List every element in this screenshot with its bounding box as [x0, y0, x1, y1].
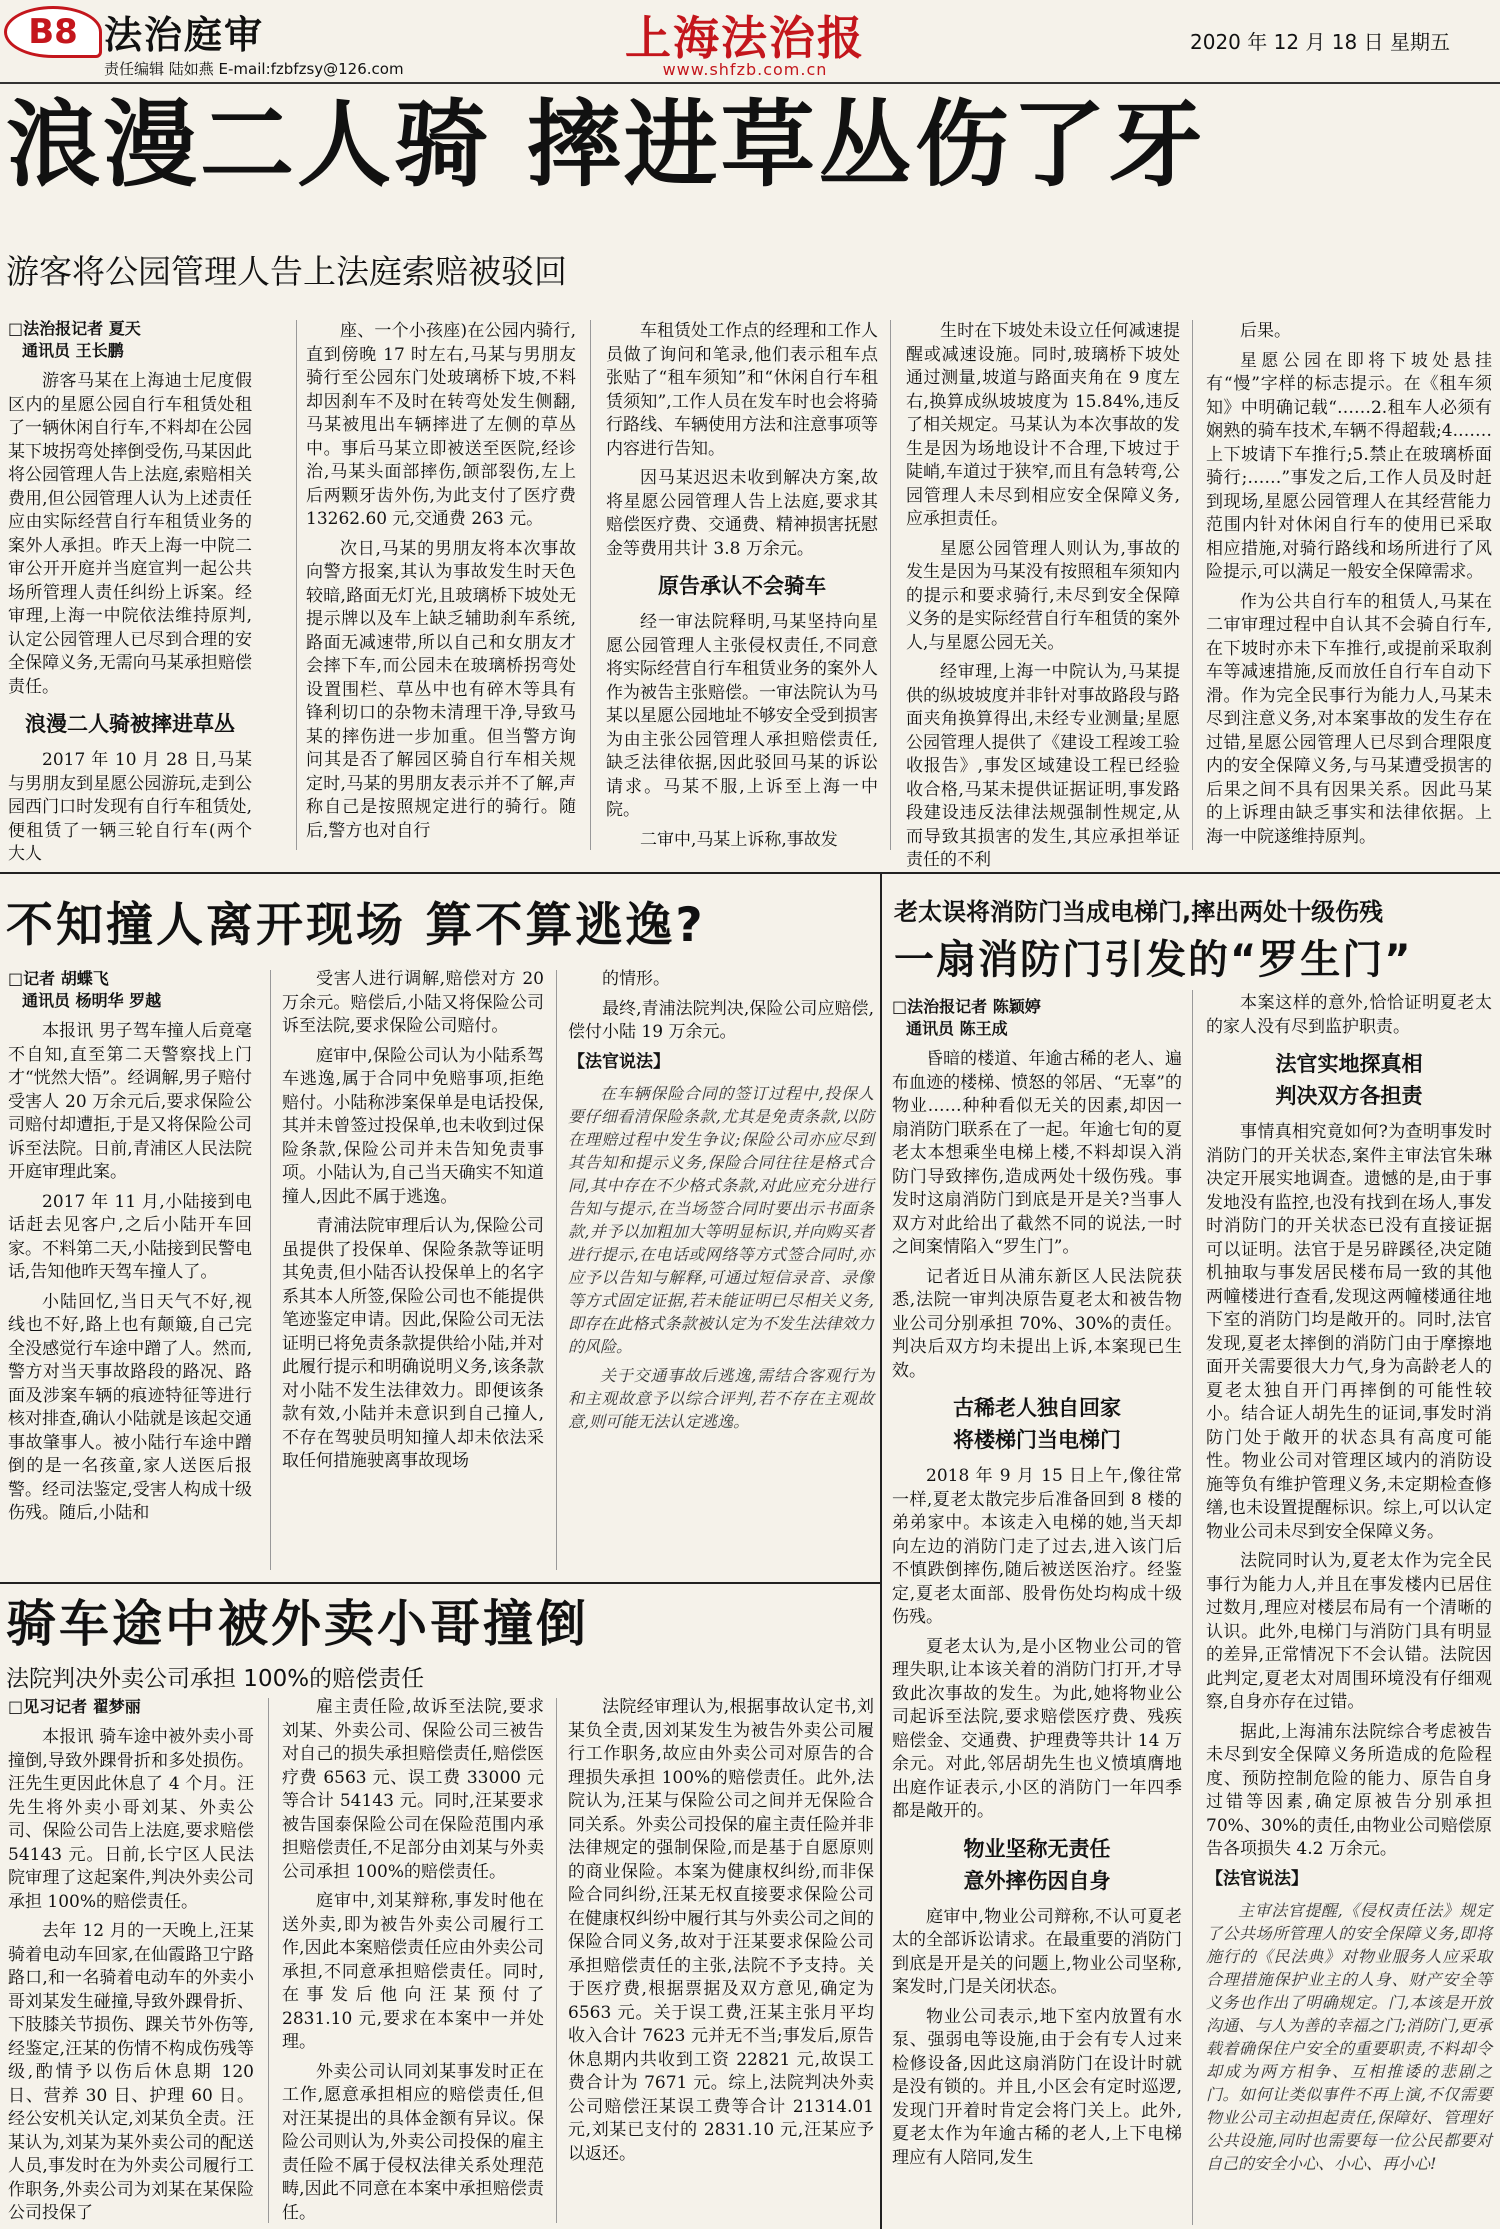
story4-column-1 [8, 1696, 254, 2226]
page-number-badge: B8 [4, 6, 102, 58]
story3-judge-note-title: 【法官说法】 [1206, 1868, 1308, 1889]
story1-subheading-2: 原告承认不会骑车 [658, 574, 826, 598]
story4-headline: 骑车途中被外卖小哥撞倒 [6, 1595, 589, 1653]
column-divider [890, 320, 891, 850]
story3-paragraph: 法院同时认为,夏老太作为完全民事行为能力人,并且在事发楼内已居住过数月,理应对楼层布局有一个清晰的认识。此外,电梯门与消防门具有明显的差异,正常情况下不会认错。法院因此判定,夏老太对周围环境没有仔细观察,自身亦存在过错。 [1206, 1551, 1492, 1712]
story1-column-1 [8, 318, 252, 864]
story1-paragraph: 座、一个小孩座)在公园内骑行,直到傍晚 17 时左右,马某与男朋友骑行至公园东门处玻璃桥下坡,不料却因刹车不及时在转弯处发生侧翻,马某被甩出车辆摔进了左侧的草丛中。事后马某立即被送至医院,经诊治,马某头面部摔伤,颌部裂伤,左上后两颗牙齿外伤,为此支付了医疗费 13262.60 元,交通费 263 元。 [306, 321, 576, 529]
story1-paragraph: 经审理,上海一中院认为,马某提供的纵坡坡度并非针对事故路段与路面夹角换算得出,未经专业测量;星愿公园管理人提供了《建设工程竣工验收报告》,事发区域建设工程已经验收合格,马某未提供证据证明,事发路段建设违反法律法规强制性规定,从而导致其损害的发生,其应承担举证责任的不利 [906, 662, 1180, 870]
story3-paragraph: 本案这样的意外,恰恰证明夏老太的家人没有尽到监护职责。 [1206, 993, 1492, 1037]
story3-subheading-1a: 古稀老人独自回家 [953, 1396, 1121, 1420]
issue-date: 2020 年 12 月 18 日 星期五 [1190, 30, 1450, 54]
section-divider [880, 872, 882, 2229]
story2-paragraph: 小陆回忆,当日天气不好,视线也不好,路上也有颠簸,自己完全没感觉行车途中蹭了人。然而,警方对当天事故路段的路况、路面及涉案车辆的痕迹特征等进行核对排查,确认小陆就是该起交通事故肇事人。被小陆行车途中蹭倒的是一名孩童,家人送医后报警。经司法鉴定,受害人构成十级伤残。随后,小陆和 [8, 1291, 252, 1523]
story3-paragraph: 据此,上海浦东法院综合考虑被告未尽到安全保障义务所造成的危险程度、预防控制危险的能力、原告自身过错等因素,确定原被告分别承担 70%、30%的责任,由物业公司赔偿原告各项损失 4.2 万余元。 [1206, 1721, 1492, 1859]
story4-paragraph: 去年 12 月的一天晚上,汪某骑着电动车回家,在仙霞路卫宁路路口,和一名骑着电动车的外卖小哥刘某发生碰撞,导致外踝骨折、下肢膝关节损伤、踝关节外伤等,经鉴定,汪某的伤情不构成伤残等级,酌情予以伤后休息期 120 日、营养 30 日、护理 60 日。经公安机关认定,刘某负全责。汪某认为,刘某为某外卖公司的配送人员,事发时在为外卖公司履行工作职务,外卖公司为刘某在某保险公司投保了 [8, 1921, 254, 2223]
column-divider [556, 970, 557, 1570]
story1-column-3 [606, 320, 878, 858]
story2-paragraph: 2017 年 11 月,小陆接到电话赶去见客户,之后小陆开车回家。不料第二天,小陆接到民警电话,告知他昨天驾车撞人了。 [8, 1191, 252, 1282]
story1-paragraph: 次日,马某的男朋友将本次事故向警方报案,其认为事故发生时天色较暗,路面无灯光,且玻璃桥下坡处无提示牌以及车上缺乏辅助刹车系统,路面无减速带,所以自己和女朋友才会摔下车,而公园未在玻璃桥拐弯处设置围栏、草丛中也有碎木等具有锋利切口的杂物未清理干净,导致马某的摔伤进一步加重。但当警方询问其是否了解园区骑自行车相关规定时,马某的男朋友表示并不了解,声称自己是按照规定进行的骑行。随后,警方也对自行 [306, 538, 576, 841]
story4-subhead: 法院判决外卖公司承担 100%的赔偿责任 [6, 1666, 425, 1692]
story3-judge-note: 主审法官提醒,《侵权责任法》规定了公共场所管理人的安全保障义务,即将施行的《民法典》对物业服务人应采取合理措施保护业主的人身、财产安全等义务也作出了明确规定。门,本该是开放沟通、与人为善的幸福之门;消防门,更承载着确保住户安全的重要职责,不料却令却成为两方相争、互相推诿的悲剧之门。如何让类似事件不再上演,不仅需要物业公司主动担起责任,保障好、管理好公共设施,同时也需要每一位公民都要对自己的安全小心、小心、再小心! [1206, 1901, 1492, 2173]
story2-byline-reporter: □记者 胡蝶飞 [8, 969, 109, 988]
story2-byline-correspondent: 通讯员 杨明华 罗越 [22, 991, 162, 1010]
story1-byline-correspondent: 通讯员 王长鹏 [22, 341, 124, 360]
column-divider [296, 320, 297, 850]
story1-byline-reporter: □法治报记者 夏天 [8, 319, 141, 338]
column-divider [1192, 990, 1193, 2225]
story3-byline-reporter: □法治报记者 陈颖婷 [892, 997, 1041, 1016]
story1-column-4 [906, 320, 1180, 870]
story4-paragraph: 庭审中,刘某辩称,事发时他在送外卖,即为被告外卖公司履行工作,因此本案赔偿责任应由外卖公司承担,不同意承担赔偿责任。同时,在事发后他向汪某预付了 2831.10 元,要求在本案中一并处理。 [282, 1891, 544, 2052]
story4-column-2 [282, 1696, 544, 2226]
story2-paragraph: 青浦法院审理后认为,保险公司虽提供了投保单、保险条款等证明其免责,但小陆否认投保单上的名字系其本人所签,保险公司也不能提供笔迹鉴定申请。因此,保险公司无法证明已将免责条款提供给小陆,并对此履行提示和明确说明义务,该条款对小陆不发生法律效力。即便该条款有效,小陆并未意识到自己撞人,不存在驾驶员明知撞人却未依法采取任何措施驶离事故现场 [282, 1216, 544, 1471]
story1-subhead: 游客将公园管理人告上法庭索赔被驳回 [6, 252, 567, 291]
story2-column-2 [282, 968, 544, 1578]
story2-column-1 [8, 968, 252, 1578]
story3-column-1 [892, 996, 1182, 2228]
story1-paragraph: 作为公共自行车的租赁人,马某在二审审理过程中自认其不会骑自行车,在下坡时亦未下车推行,或提前采取刹车等减速措施,反而放任自行车自动下滑。作为完全民事行为能力人,马某未尽到注意义务,对本案事故的发生存在过错,星愿公园管理人已尽到合理限度内的安全保障义务,与马某遭受损害的后果之间不具有因果关系。因此马某的上诉理由缺乏事实和法律依据。上海一中院遂维持原判。 [1206, 591, 1492, 847]
story2-paragraph: 的情形。 [602, 969, 670, 989]
story2-paragraph: 本报讯 男子驾车撞人后竟毫不自知,直至第二天警察找上门才“恍然大悟”。经调解,男子赔付受害人 20 万余元后,要求保险公司赔付却遭拒,于是又将保险公司诉至法院。日前,青浦区人民法院开庭审理此案。 [8, 1021, 252, 1182]
story2-column-3 [568, 968, 874, 1578]
section-rule [0, 872, 1500, 874]
story4-byline: □见习记者 翟梦丽 [8, 1697, 141, 1716]
section-rule [0, 1582, 880, 1584]
story2-judge-note: 在车辆保险合同的签订过程中,投保人要仔细看清保险条款,尤其是免责条款,以防在理赔过程中发生争议;保险公司亦应尽到其告知和提示义务,保险合同往往是格式合同,其中存在不少格式条款,对此应充分进行告知与提示,在当场签合同时要出示书面条款,并予以加粗加大等明显标识,并向购买者进行提示,在电话或网络等方式签合同时,亦应予以告知与解释,可通过短信录音、录像等方式固定证据,若未能证明已尽相关义务,即存在此格式条款被认定为不发生法律效力的风险。 [568, 1084, 874, 1356]
story3-byline-correspondent: 通讯员 陈王成 [906, 1019, 1008, 1038]
column-divider [1192, 320, 1193, 850]
story3-paragraph: 夏老太认为,是小区物业公司的管理失职,让本该关着的消防门打开,才导致此次事故的发生。为此,她将物业公司起诉至法院,要求赔偿医疗费、残疾赔偿金、交通费、护理费等共计 14 万余元。对此,邻居胡先生也义愤填膺地出庭作证表示,小区的消防门一年四季都是敞开的。 [892, 1636, 1182, 1821]
story4-paragraph: 本报讯 骑车途中被外卖小哥撞倒,导致外踝骨折和多处损伤。汪先生更因此休息了 4 个月。汪先生将外卖小哥刘某、外卖公司、保险公司告上法庭,要求赔偿 54143 元。日前,长宁区人民法院审理了这起案件,判决外卖公司承担 100%的赔偿责任。 [8, 1727, 254, 1912]
column-divider [268, 1698, 269, 2223]
newspaper-logo: 上海法治报 [625, 11, 865, 65]
story3-subheading-2b: 意外摔伤因自身 [963, 1868, 1111, 1893]
story3-subheading-3a: 法官实地探真相 [1275, 1052, 1423, 1076]
story1-column-2 [306, 320, 576, 858]
story1-paragraph: 因马某迟迟未收到解决方案,故将星愿公园管理人告上法庭,要求其赔偿医疗费、交通费、精神损害抚慰金等费用共计 3.8 万余元。 [606, 468, 878, 559]
story2-judge-note: 关于交通事故后逃逸,需结合客观行为和主观故意予以综合评判,若不存在主观故意,则可能无法认定逃逸。 [568, 1366, 874, 1431]
story2-paragraph: 最终,青浦法院判决,保险公司应赔偿,偿付小陆 19 万余元。 [568, 998, 874, 1042]
story3-paragraph: 2018 年 9 月 15 日上午,像往常一样,夏老太散完步后准备回到 8 楼的弟弟家中。本该走入电梯的她,当天却向左边的消防门走了过去,进入该门后不慎跌倒摔伤,随后被送医治疗。经鉴定,夏老太面部、股骨伤处均构成十级伤残。 [892, 1466, 1182, 1627]
story3-kicker: 老太误将消防门当成电梯门,摔出两处十级伤残 [894, 898, 1384, 926]
story2-paragraph: 受害人进行调解,赔偿对方 20 万余元。赔偿后,小陆又将保险公司诉至法院,要求保险公司赔付。 [282, 969, 544, 1036]
story4-paragraph: 外卖公司认同刘某事发时正在工作,愿意承担相应的赔偿责任,但对汪某提出的具体金额有异议。保险公司则认为,外卖公司投保的雇主责任险不属于侵权法律关系处理范畴,因此不同意在本案中承担赔偿责任。 [282, 2061, 544, 2223]
story3-paragraph: 昏暗的楼道、年逾古稀的老人、遍布血迹的楼梯、愤怒的邻居、“无辜”的物业……种种看似无关的因素,却因一扇消防门联系在了一起。年逾七旬的夏老太本想乘坐电梯上楼,不料却误入消防门导致摔伤,造成两处十级伤残。事发时这扇消防门到底是开是关?当事人双方对此给出了截然不同的说法,一时之间案情陷入“罗生门”。 [892, 1049, 1182, 1257]
story1-column-5 [1206, 320, 1492, 858]
story1-paragraph: 星愿公园在即将下坡处悬挂有“慢”字样的标志提示。在《租车须知》中明确记载“……2.租车人必须有娴熟的骑车技术,车辆不得超载;4.……上下坡请下车推行;5.禁止在玻璃桥面骑行;……”事发之后,工作人员及时赶到现场,星愿公园管理人在其经营能力范围内针对休闲自行车的使用已采取相应措施,对骑行路线和场所进行了风险提示,可以满足一般安全保障需求。 [1206, 350, 1492, 582]
story3-subheading-1b: 将楼梯门当电梯门 [953, 1428, 1121, 1452]
story3-paragraph: 庭审中,物业公司辩称,不认可夏老太的全部诉讼请求。在最重要的消防门到底是开是关的问题上,物业公司坚称,案发时,门是关闭状态。 [892, 1906, 1182, 1997]
story2-headline: 不知撞人离开现场 算不算逃逸? [6, 898, 706, 953]
story3-headline: 一扇消防门引发的“罗生门” [894, 937, 1413, 983]
story3-paragraph: 记者近日从浦东新区人民法院获悉,法院一审判决原告夏老太和被告物业公司分别承担 70%、30%的责任。判决后双方均未提出上诉,本案现已生效。 [892, 1266, 1182, 1381]
story4-paragraph: 法院经审理认为,根据事故认定书,刘某负全责,因刘某发生为被告外卖公司履行工作职务,故应由外卖公司对原告的合理损失承担 100%的赔偿责任。此外,法院认为,汪某与保险公司之间并无保险合同关系。外卖公司投保的雇主责任险并非法律规定的强制保险,而是基于自愿原则的商业保险。本案为健康权纠纷,而非保险合同纠纷,汪某无权直接要求保险公司在健康权纠纷中履行其与外卖公司之间的保险合同义务,故对于汪某要求保险公司承担赔偿责任的主张,法院不予支持。关于医疗费,根据票据及双方意见,确定为 6563 元。关于误工费,汪某主张月平均收入合计 7623 元并无不当;事发后,原告休息期内共收到工资 22821 元,故误工费合计为 7671 元。综上,法院判决外卖公司赔偿汪某误工费等合计 21314.01 元,刘某已支付的 2831.10 元,汪某应予以返还。 [568, 1697, 874, 2164]
story1-paragraph: 2017 年 10 月 28 日,马某与男朋友到星愿公园游玩,走到公园西门口时发现有自行车租赁处,便租赁了一辆三轮自行车(两个大人 [8, 750, 252, 864]
column-divider [590, 320, 591, 850]
story3-paragraph: 物业公司表示,地下室内放置有水泵、强弱电等设施,由于会有专人过来检修设备,因此这扇消防门在设计时就是没有锁的。并且,小区会有定时巡逻,发现门开着时肯定会将门关上。此外,夏老太作为年逾古稀的老人,上下电梯理应有人陪同,发生 [892, 2006, 1182, 2168]
story1-paragraph: 经一审法院释明,马某坚持向星愿公园管理人主张侵权责任,不同意将实际经营自行车租赁业务的案外人作为被告主张赔偿。一审法院认为马某以星愿公园地址不够安全受到损害为由主张公园管理人承担赔偿责任,缺乏法律依据,因此驳回马某的诉讼请求。马某不服,上诉至上海一中院。 [606, 612, 878, 820]
story3-subheading-3b: 判决双方各担责 [1275, 1084, 1423, 1108]
story1-paragraph: 后果。 [1240, 321, 1291, 341]
story3-subheading-2a: 物业坚称无责任 [963, 1836, 1111, 1861]
story1-paragraph: 二审中,马某上诉称,事故发 [640, 829, 838, 850]
editor-line: 责任编辑 陆如燕 E-mail:fzbfzsy@126.com [104, 60, 404, 78]
story3-column-2 [1206, 992, 1492, 2228]
story3-paragraph: 事情真相究竟如何?为查明事发时消防门的开关状态,案件主审法官朱琳决定开展实地调查。遗憾的是,由于事发地没有监控,也没有找到在场人,事发时消防门的开关状态已没有直接证据可以证明。法官于是另辟蹊径,决定随机抽取与事发居民楼布局一致的其他两幢楼进行查看,发现这两幢楼通往地下室的消防门均是敞开的。同时,法官发现,夏老太摔倒的消防门由于摩擦地面开关需要很大力气,身为高龄老人的夏老太独自开门再摔倒的可能性较小。结合证人胡先生的证词,事发时消防门处于敞开的状态具有高度可能性。物业公司对管理区域内的消防设施等负有维护管理义务,未定期检查修缮,也未设置提醒标识。综上,可以认定物业公司未尽到安全保障义务。 [1206, 1122, 1492, 1542]
column-divider [270, 970, 271, 1570]
story4-column-3 [568, 1696, 874, 2226]
story1-paragraph: 车租赁处工作点的经理和工作人员做了询问和笔录,他们表示租车点张贴了“租车须知”和“休闲自行车租赁须知”,工作人员在发车时也会将骑行路线、车辆使用方法和注意事项等内容进行告知。 [606, 321, 878, 459]
story2-paragraph: 庭审中,保险公司认为小陆系驾车逃逸,属于合同中免赔事项,拒绝赔付。小陆称涉案保单是电话投保,其并未曾签过投保单,也未收到过保险条款,保险公司并未告知免责事项。小陆认为,自己当天确实不知道撞人,因此不属于逃逸。 [282, 1045, 544, 1207]
column-divider [556, 1698, 557, 2223]
story1-subheading-1: 浪漫二人骑被摔进草丛 [25, 712, 235, 736]
story1-paragraph: 游客马某在上海迪士尼度假区内的星愿公园自行车租赁处租了一辆休闲自行车,不料却在公园某下坡拐弯处摔倒受伤,马某因此将公园管理人告上法庭,索赔相关费用,但公园管理人认为上述责任应由实际经营自行车租赁业务的案外人承担。昨天上海一中院二审公开开庭并当庭宣判一起公共场所管理人责任纠纷上诉案。经审理,上海一中院依法维持原判,认定公园管理人已尽到合理的安全保障义务,无需向马某承担赔偿责任。 [8, 371, 252, 697]
section-title: 法治庭审 [104, 13, 265, 57]
story1-paragraph: 生时在下坡处未设立任何减速提醒或减速设施。同时,玻璃桥下坡处通过测量,坡道与路面夹角在 9 度左右,换算成纵坡坡度为 15.84%,违反了相关规定。马某认为本次事故的发生是因为场地设计不合理,下坡过于陡峭,车道过于狭窄,而且有急转弯,公园管理人未尽到相应安全保障义务,应承担责任。 [906, 321, 1180, 529]
story4-paragraph: 雇主责任险,故诉至法院,要求刘某、外卖公司、保险公司三被告对自己的损失承担赔偿责任,赔偿医疗费 6563 元、误工费 33000 元等合计 54143 元。同时,汪某要求被告国泰保险公司在保险范围内承担赔偿责任,不足部分由刘某与外卖公司承担 100%的赔偿责任。 [282, 1697, 544, 1882]
story1-paragraph: 星愿公园管理人则认为,事故的发生是因为马某没有按照租车须知内的提示和要求骑行,未尽到安全保障义务的是实际经营自行车租赁的案外人,与星愿公园无关。 [906, 538, 1180, 653]
story1-headline: 浪漫二人骑 摔进草丛伤了牙 [6, 91, 1206, 200]
story2-judge-note-title: 【法官说法】 [568, 1051, 670, 1072]
newspaper-url: www.shfzb.com.cn [662, 60, 828, 79]
masthead-rule [0, 82, 1500, 84]
